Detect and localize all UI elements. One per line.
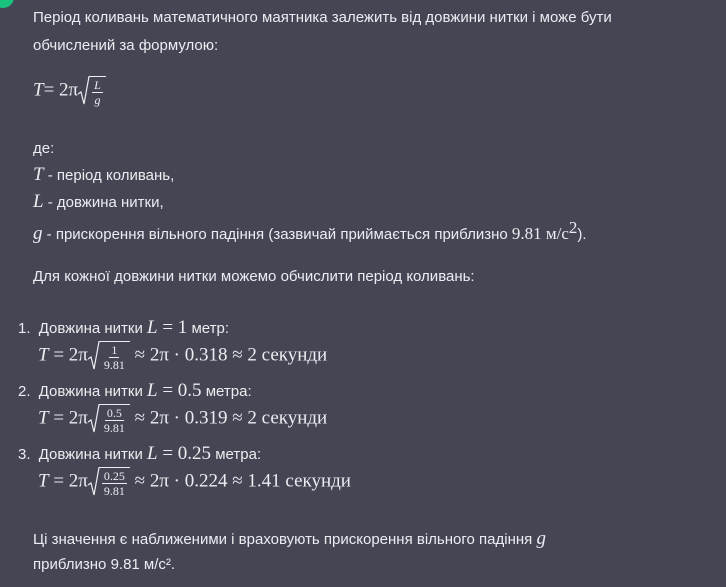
list-item-equals: = 1 [157,317,188,338]
item-formula-numerator: 0.25 [103,469,125,483]
item-formula-numerator: 0.5 [106,406,122,420]
formula-square-root [78,76,106,106]
item-formula-symbol-t: T [38,407,49,429]
list-item-symbol: L [147,443,158,464]
conclusion-line-2: приблизно 9.81 м/с². [33,556,176,573]
item-formula-symbol-t: T [38,470,49,492]
item-formula-square-root [88,467,130,497]
where-t-line [33,164,174,186]
list-item-symbol: L [147,317,158,338]
list-item-label: Довжина нитки [38,383,148,400]
lead-sentence: Для кожної довжини нитки можемо обчислити період коливань: [33,268,475,285]
radical-sign-icon [88,341,100,371]
intro-line-2: обчислений за формулою: [33,37,219,54]
where-t-description: - період коливань, [43,167,175,184]
item-formula-equals: = 2π [48,407,88,429]
assistant-avatar-icon [0,0,14,8]
formula-denominator: g [94,93,101,107]
where-l-symbol: L [33,191,44,212]
where-label: де: [33,140,55,157]
list-item-unit: метра: [201,383,252,400]
list-item-marker: 3. [18,446,31,463]
item-formula-denominator: 9.81 [103,421,125,435]
list-item-label: Довжина нитки [38,320,148,337]
item-formula-denominator: 9.81 [103,358,125,372]
radical-sign-icon [88,404,100,434]
item-formula-result: ≈ 2π · 0.318 ≈ 2 секунди [129,344,328,366]
item-formula-square-root [88,404,130,434]
where-l-line [33,191,164,213]
main-formula [33,76,106,106]
item-formula-result: ≈ 2π · 0.319 ≈ 2 секунди [129,407,328,429]
item-formula-symbol-t: T [38,344,49,366]
item-formula-square-root [88,341,130,371]
list-item-label: Довжина нитки [38,446,148,463]
item-formula-equals: = 2π [48,470,88,492]
formula-symbol-t: T [33,79,44,101]
radical-sign-icon [78,76,90,106]
list-item-unit: метра: [211,446,262,463]
where-g-exponent: 2 [568,218,578,237]
list-item-marker: 1. [18,320,31,337]
where-g-value: 9.81 м/с [511,224,569,243]
list-item [18,443,261,465]
list-item-unit: метр: [187,320,230,337]
item-formula-denominator: 9.81 [103,484,125,498]
list-item-symbol: L [147,380,158,401]
radical-sign-icon [88,467,100,497]
list-item-equals: = 0.25 [157,443,212,464]
conclusion-g-symbol: g [536,528,546,549]
where-g-description: - прискорення вільного падіння (зазвичай приймається приблизно [42,226,512,243]
item-formula-numerator: 1 [111,343,118,357]
item-formula-equals: = 2π [48,344,88,366]
list-item-formula [38,467,351,497]
conclusion-text: Ці значення є наближеними і враховують прискорення вільного падіння [33,531,537,548]
formula-equals-two-pi: = 2π [43,79,79,101]
formula-numerator: L [94,78,101,92]
list-item [18,317,229,339]
where-g-symbol: g [33,223,43,244]
conclusion-line-1 [33,528,546,550]
where-g-end: ). [577,226,587,243]
where-t-symbol: T [33,164,44,185]
list-item-formula [38,341,327,371]
where-l-description: - довжина нитки, [43,194,164,211]
where-g-line [33,218,587,245]
list-item-equals: = 0.5 [157,380,202,401]
item-formula-result: ≈ 2π · 0.224 ≈ 1.41 секунди [129,470,351,492]
list-item-formula [38,404,327,434]
list-item-marker: 2. [18,383,31,400]
list-item [18,380,252,402]
intro-line-1: Період коливань математичного маятника залежить від довжини нитки і може бути [33,9,612,26]
